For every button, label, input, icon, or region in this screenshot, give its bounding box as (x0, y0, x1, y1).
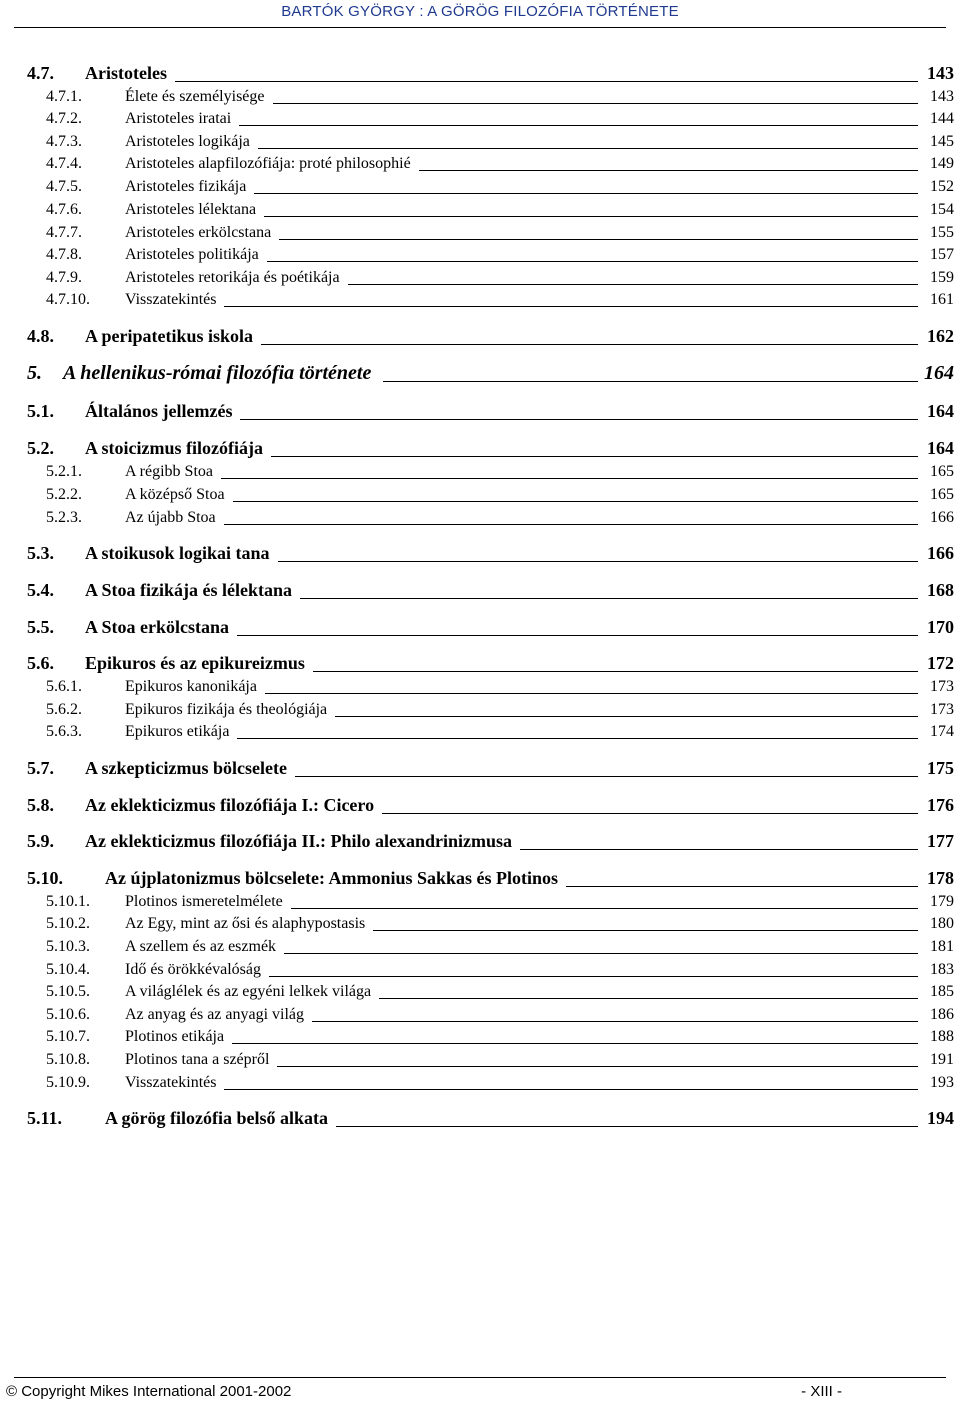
toc-title: Aristoteles logikája (125, 133, 250, 150)
toc-title: Visszatekintés (125, 291, 217, 308)
toc-page-number: 186 (930, 1006, 954, 1023)
toc-subsection (0, 938, 960, 956)
toc-section (0, 401, 960, 422)
toc-subsection (0, 723, 960, 741)
toc-leader-line (224, 524, 918, 525)
toc-title: A világlélek és az egyéni lelkek világa (125, 983, 372, 1000)
toc-page-number: 164 (927, 438, 954, 458)
toc-number: 5. (27, 362, 42, 384)
toc-subsection (0, 246, 960, 264)
toc-page-number: 143 (927, 63, 954, 83)
toc-page-number: 145 (930, 133, 954, 150)
toc-title: Aristoteles iratai (125, 110, 232, 127)
toc-number: 5.2.3. (46, 509, 82, 526)
toc-title: A szkepticizmus bölcselete (85, 758, 287, 778)
toc-page-number: 164 (927, 401, 954, 421)
toc-section (0, 758, 960, 779)
toc-title: Aristoteles retorikája és poétikája (125, 269, 340, 286)
toc-page-number: 194 (927, 1108, 954, 1128)
toc-leader-line (284, 953, 918, 954)
toc-number: 5.2.2. (46, 486, 82, 503)
toc-number: 5.10.8. (46, 1051, 90, 1068)
toc-number: 4.7.6. (46, 201, 82, 218)
toc-page-number: 183 (930, 961, 954, 978)
toc-number: 4.7.9. (46, 269, 82, 286)
toc-leader-line (269, 976, 918, 977)
toc-subsection (0, 269, 960, 287)
toc-page-number: 178 (927, 868, 954, 888)
toc-number: 4.7.10. (46, 291, 90, 308)
toc-page-number: 188 (930, 1028, 954, 1045)
toc-title: Az anyag és az anyagi világ (125, 1006, 305, 1023)
toc-page-number: 152 (930, 178, 954, 195)
toc-number: 5.4. (27, 580, 54, 600)
toc-title: Aristoteles fizikája (125, 178, 247, 195)
toc-page-number: 144 (930, 110, 954, 127)
toc-leader-line (224, 1089, 918, 1090)
toc-leader-line (312, 1021, 918, 1022)
toc-subsection (0, 486, 960, 504)
toc-number: 5.6.3. (46, 723, 82, 740)
toc-number: 5.7. (27, 758, 54, 778)
toc-section (0, 580, 960, 601)
toc-number: 5.6.1. (46, 678, 82, 695)
toc-page-number: 166 (927, 543, 954, 563)
toc-leader-line (419, 170, 918, 171)
toc-page-number: 176 (927, 795, 954, 815)
toc-leader-line (271, 456, 918, 457)
toc-number: 5.10.1. (46, 893, 90, 910)
toc-title: Aristoteles alapfilozófiája: proté philosophié (125, 155, 411, 172)
toc-section (0, 653, 960, 674)
toc-leader-line (348, 284, 918, 285)
toc-leader-line (313, 671, 918, 672)
toc-title: Epikuros etikája (125, 723, 230, 740)
toc-page-number: 193 (930, 1074, 954, 1091)
toc-title: A Stoa fizikája és lélektana (85, 580, 292, 600)
toc-leader-line (273, 103, 919, 104)
toc-number: 5.1. (27, 401, 54, 421)
toc-title: Plotinos etikája (125, 1028, 225, 1045)
toc-section (0, 63, 960, 84)
toc-page-number: 174 (930, 723, 954, 740)
toc-page-number: 162 (927, 326, 954, 346)
toc-title: A peripatetikus iskola (85, 326, 254, 346)
toc-subsection (0, 961, 960, 979)
toc-subsection (0, 678, 960, 696)
toc-number: 5.6.2. (46, 701, 82, 718)
toc-number: 4.7.8. (46, 246, 82, 263)
toc-section (0, 438, 960, 459)
toc-subsection (0, 291, 960, 309)
toc-section (0, 326, 960, 347)
toc-number: 4.7.5. (46, 178, 82, 195)
toc-leader-line (566, 886, 918, 887)
toc-title: Az újplatonizmus bölcselete: Ammonius Sakkas és Plotinos (105, 868, 559, 888)
toc-leader-line (383, 381, 918, 382)
toc-section (0, 795, 960, 816)
toc-number: 5.10.6. (46, 1006, 90, 1023)
toc-number: 5.8. (27, 795, 54, 815)
toc-leader-line (258, 148, 918, 149)
toc-chapter (0, 362, 960, 385)
toc-number: 5.6. (27, 653, 54, 673)
toc-leader-line (335, 716, 918, 717)
toc-title: A stoikusok logikai tana (85, 543, 270, 563)
toc-number: 5.10.3. (46, 938, 90, 955)
toc-title: Aristoteles politikája (125, 246, 259, 263)
toc-title: A középső Stoa (125, 486, 225, 503)
toc-leader-line (300, 598, 918, 599)
toc-title: Aristoteles lélektana (125, 201, 257, 218)
toc-leader-line (267, 261, 918, 262)
toc-section (0, 617, 960, 638)
toc-page-number: 165 (930, 463, 954, 480)
toc-subsection (0, 915, 960, 933)
toc-leader-line (382, 813, 918, 814)
toc-subsection (0, 133, 960, 151)
toc-number: 5.9. (27, 831, 54, 851)
toc-subsection (0, 1006, 960, 1024)
toc-subsection (0, 509, 960, 527)
toc-page-number: 165 (930, 486, 954, 503)
toc-leader-line (295, 776, 918, 777)
toc-title: A görög filozófia belső alkata (105, 1108, 328, 1128)
toc-leader-line (278, 561, 918, 562)
toc-title: Epikuros fizikája és theológiája (125, 701, 328, 718)
toc-number: 5.10.9. (46, 1074, 90, 1091)
toc-subsection (0, 983, 960, 1001)
toc-page-number: 159 (930, 269, 954, 286)
toc-subsection (0, 155, 960, 173)
toc-page-number: 177 (927, 831, 954, 851)
toc-page-number: 154 (930, 201, 954, 218)
toc-page-number: 166 (930, 509, 954, 526)
toc-leader-line (232, 1043, 918, 1044)
toc-number: 4.7.2. (46, 110, 82, 127)
toc-page-number: 180 (930, 915, 954, 932)
toc-page-number: 170 (927, 617, 954, 637)
toc-number: 5.10. (27, 868, 63, 888)
toc-subsection (0, 1074, 960, 1092)
toc-page-number: 161 (930, 291, 954, 308)
toc-leader-line (237, 635, 918, 636)
toc-subsection (0, 463, 960, 481)
toc-page-number: 173 (930, 678, 954, 695)
toc-title: A Stoa erkölcstana (85, 617, 229, 637)
toc-leader-line (265, 693, 918, 694)
toc-page-number: 175 (927, 758, 954, 778)
toc-subsection (0, 88, 960, 106)
toc-subsection (0, 1028, 960, 1046)
toc-title: A stoicizmus filozófiája (85, 438, 263, 458)
toc-section (0, 831, 960, 852)
toc-page-number: 173 (930, 701, 954, 718)
toc-title: A hellenikus-római filozófia története (63, 362, 372, 384)
toc-title: A régibb Stoa (125, 463, 213, 480)
toc-number: 5.10.4. (46, 961, 90, 978)
toc-title: Aristoteles (85, 63, 167, 83)
toc-page-number: 157 (930, 246, 954, 263)
toc-page-number: 172 (927, 653, 954, 673)
toc-subsection (0, 701, 960, 719)
toc-page-number: 179 (930, 893, 954, 910)
toc-leader-line (233, 501, 918, 502)
toc-number: 4.7. (27, 63, 54, 83)
toc-page-number: 168 (927, 580, 954, 600)
toc-title: Epikuros és az epikureizmus (85, 653, 305, 673)
toc-title: Általános jellemzés (85, 401, 233, 421)
toc-leader-line (279, 239, 918, 240)
toc-leader-line (175, 81, 918, 82)
toc-leader-line (254, 193, 918, 194)
toc-number: 5.2.1. (46, 463, 82, 480)
toc-subsection (0, 893, 960, 911)
toc-subsection (0, 1051, 960, 1069)
toc-subsection (0, 110, 960, 128)
toc-subsection (0, 201, 960, 219)
toc-number: 4.7.1. (46, 88, 82, 105)
toc-number: 4.7.3. (46, 133, 82, 150)
toc-leader-line (240, 419, 918, 420)
toc-leader-line (239, 125, 918, 126)
toc-leader-line (373, 930, 918, 931)
toc-leader-line (291, 908, 918, 909)
toc-page-number: 185 (930, 983, 954, 1000)
toc-title: Aristoteles erkölcstana (125, 224, 272, 241)
toc-number: 5.5. (27, 617, 54, 637)
toc-page-number: 164 (924, 362, 954, 384)
toc-page-number: 143 (930, 88, 954, 105)
toc-title: Visszatekintés (125, 1074, 217, 1091)
toc-number: 4.7.7. (46, 224, 82, 241)
toc-leader-line (277, 1066, 918, 1067)
toc-number: 4.7.4. (46, 155, 82, 172)
toc-title: A szellem és az eszmék (125, 938, 277, 955)
toc-title: Az eklekticizmus filozófiája II.: Philo alexandrinizmusa (85, 831, 512, 851)
toc-number: 5.10.7. (46, 1028, 90, 1045)
toc-title: Plotinos tana a szépről (125, 1051, 270, 1068)
toc-title: Az eklekticizmus filozófiája I.: Cicero (85, 795, 375, 815)
footer-copyright: © Copyright Mikes International 2001-2002 (6, 1383, 292, 1400)
toc-page-number: 149 (930, 155, 954, 172)
toc-leader-line (224, 306, 918, 307)
toc-title: Idő és örökkévalóság (125, 961, 261, 978)
toc-title: Az Egy, mint az ősi és alaphypostasis (125, 915, 366, 932)
toc-section (0, 1108, 960, 1129)
toc-number: 5.11. (27, 1108, 63, 1128)
toc-number: 5.10.5. (46, 983, 90, 1000)
toc-section (0, 543, 960, 564)
toc-page-number: 191 (930, 1051, 954, 1068)
toc-leader-line (336, 1126, 918, 1127)
toc-leader-line (221, 478, 918, 479)
toc-number: 5.2. (27, 438, 54, 458)
toc-number: 4.8. (27, 326, 54, 346)
toc-title: Az újabb Stoa (125, 509, 216, 526)
toc-subsection (0, 224, 960, 242)
toc-title: Élete és személyisége (125, 88, 265, 105)
toc-leader-line (379, 998, 918, 999)
footer-rule (14, 1377, 946, 1378)
running-header: BARTÓK GYÖRGY : A GÖRÖG FILOZÓFIA TÖRTÉNETE (281, 3, 679, 20)
footer-page-number: - XIII - (801, 1383, 842, 1400)
toc-title: Epikuros kanonikája (125, 678, 257, 695)
toc-number: 5.3. (27, 543, 54, 563)
toc-page-number: 181 (930, 938, 954, 955)
toc-leader-line (520, 849, 918, 850)
toc-section (0, 868, 960, 889)
toc-number: 5.10.2. (46, 915, 90, 932)
toc-leader-line (261, 344, 918, 345)
toc-title: Plotinos ismeretelmélete (125, 893, 283, 910)
toc-subsection (0, 178, 960, 196)
toc-leader-line (237, 738, 918, 739)
toc-leader-line (264, 216, 918, 217)
toc-page-number: 155 (930, 224, 954, 241)
